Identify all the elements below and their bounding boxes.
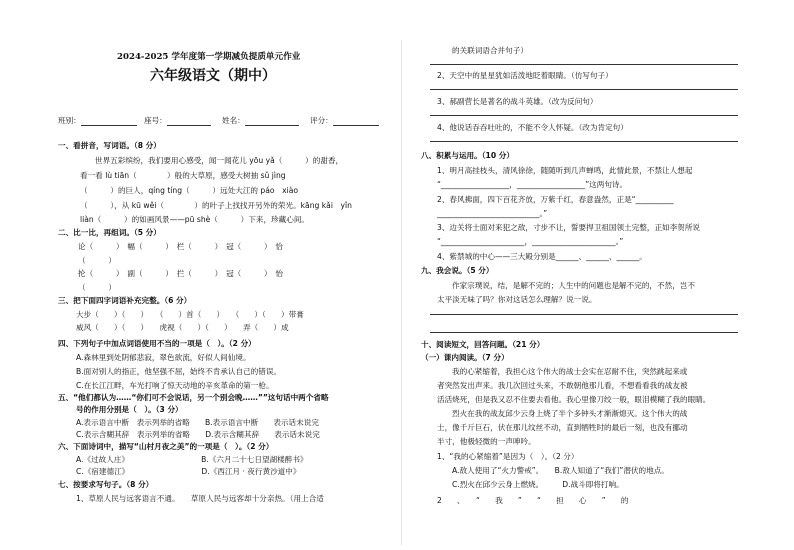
q7-item-1-cont: 的关联词语合并句子） [452, 46, 528, 55]
field-score [310, 116, 379, 126]
q8-item-3: 3、边关将士面对来犯之敌，寸步不让，誓要捍卫祖国领土完整，正如李贺所说 [437, 223, 701, 232]
answer-line [430, 141, 738, 142]
q4-option-c: C.在长江江畔，车光打响了惊天动地的辛亥革命的第一枪。 [76, 381, 274, 390]
subject-title: 六年级语文（期中） [150, 68, 276, 84]
passage-line: 士，像千斤巨石，伏在那儿纹丝不动，直到牺牲时的最后一刻，也没有挪动 [437, 423, 688, 432]
q1-heading: 一、看拼音，写词语。（8 分） [58, 141, 161, 150]
q7-item-2: 2、天空中的星星犹如活泼地眨着眼睛。（仿写句子） [437, 71, 613, 80]
answer-line [430, 332, 738, 333]
passage-line: 我的心紧缩着，我担心这个伟大的战士会实在忍耐不住，突然跳起来或 [452, 367, 688, 376]
q4-option-a: A.森林里到处阴郁悲寂，翠色欲流，好似人间仙境。 [76, 353, 251, 362]
q3-heading: 三、把下面四字词语补充完整。（6 分） [58, 296, 192, 305]
q10-item-1: 1、“我的心紧缩着”是因为（ ）。（2 分） [437, 452, 579, 461]
q4-heading: 四、下列句子中加点词语使用不当的一项是（ ）。（2 分） [58, 339, 256, 348]
q8-item-4: 4、紫禁城的中心——三大殿分别是______、______、______。 [437, 252, 647, 261]
field-name-label: 姓名： [222, 116, 245, 125]
q10-item-1-cd: C.烈火在邱少云身上燃烧。 D.战斗即将打响。 [452, 480, 624, 489]
field-score-label: 评分： [310, 116, 333, 125]
q8-heading: 八、积累与运用。（10 分） [421, 151, 514, 160]
q2-heading: 二、比一比，再组词。（5 分） [58, 228, 161, 237]
q9-text: 作家宗璞说，结，是解不完的；人生中的问题也是解不完的，不然，岂不 [452, 281, 695, 290]
q3-line: 威风（ ）（ ） 虎视（ ）（ ） 弄（ ）成 [76, 323, 289, 332]
q9-heading: 九、我会说。（5 分） [421, 266, 494, 275]
q9-text: 太平淡无味了吗？你对这话怎么理解？说一说。 [437, 295, 597, 304]
q8-item-1-blank: “__________________，__________________”这两句诗。 [437, 180, 628, 189]
field-seat-label: 座号： [144, 116, 167, 125]
q10-part1-heading: （一）课内阅读。（7 分） [421, 353, 509, 362]
passage-line: 活活烧死，但是我又忍不住要去看他。我心里像刀绞一般，眼泪模糊了我的眼睛。 [437, 395, 711, 404]
term-title: 2024-2025 学年度第一学期减负提质单元作业 [117, 52, 301, 62]
field-class-label: 班别： [58, 116, 81, 125]
q4-option-b: B.面对别人的指正，他坚强不屈，始终不肯承认自己的错误。 [76, 367, 282, 376]
field-class [58, 116, 137, 126]
q1-line: 世界五彩缤纷，我们要用心感受，闻一闻花儿 yōu yǎ（ ）的甜香， [95, 156, 344, 165]
q6-option-cd: C.《宿建德江》 D.《西江月 · 夜行黄沙道中》 [76, 467, 301, 476]
field-name [222, 116, 299, 126]
q10-item-2: 2 、 “ 我 ” “ 担 心 ” 的 [437, 496, 629, 505]
passage-line: 者突然发出声来。我几次回过头来，不敢朝他那儿看，不想看看我的战友被 [437, 381, 688, 390]
q10-item-1-ab: A.敌人使用了“火力警戒”。 B.敌人知道了“我们”潜伏的地点。 [452, 466, 669, 475]
q8-item-1: 1、明月高挂枝头，清风徐徐，随随听到几声蝉鸣，此情此景，不禁让人想起 [437, 166, 693, 175]
column-divider [401, 40, 402, 545]
passage-line: 烈火在我的战友邱少云身上烧了半个多钟头才渐渐熄灭。这个伟大的战 [452, 409, 688, 418]
answer-line [430, 314, 738, 315]
q2-line: （ ） [78, 256, 116, 265]
q7-item-3: 3、郝副营长是著名的战斗英雄。（改为反问句） [437, 97, 598, 106]
answer-line [430, 115, 738, 116]
q1-line: （ ）的巨人，qíng tíng（ ）远处大江的 páo xiào [80, 186, 299, 195]
q1-line: （ ），从 kū wěi（ ）的叶子上找找开另外的荣光。kāng kǎi yǐn [80, 201, 352, 210]
q1-line: 看一看 lù tiān（ ）般的大草原，感受大树抽 sǔ jìng [80, 171, 286, 180]
q6-heading: 六、下面诗词中，描写“山村月夜之美”的一项是（ ）。（2 分） [58, 442, 274, 451]
q5-heading: 五、“他们都认为……“你们可不会说话，另一个别会晚……””这句话中两个省略 [58, 393, 329, 402]
q5-heading-cont: 号的作用分别是（ ）。（3 分） [76, 405, 183, 414]
q2-line: 论（ ） 幅（ ） 栏（ ） 冠（ ） 恰 [78, 242, 284, 251]
q1-line: liàn（ ）的如画风景——pū shè（ ）下来，珍藏心间。 [80, 215, 310, 224]
answer-line [430, 89, 738, 90]
q5-option-ab: A.表示语言中断 表示列举的省略 B.表示语言中断 表示话未说完 [76, 418, 319, 427]
field-seat [144, 116, 211, 126]
q8-item-3-blank: “______________________，______________________。” [437, 237, 624, 246]
q7-heading: 七、按要求写句子。（8 分） [58, 480, 154, 489]
q2-line: 抡（ ） 副（ ） 拦（ ） 冠（ ） 怡 [78, 269, 284, 278]
q8-item-2-blank: ___________________________。” [437, 209, 548, 218]
q8-item-2: 2、春风拂面，四下百花齐放，万紫千红，春意盎然，正是“__________ [437, 195, 674, 204]
q7-item-4: 4、他说话吞吞吐吐的，不能不令人怀疑。（改为肯定句） [437, 123, 628, 132]
q2-line: （ ） [78, 283, 116, 292]
passage-line: 半寸，他极轻微的一声呻吟。 [437, 437, 536, 446]
q3-line: 大步（ ）（ ） （ ）首（ ） （ ）（ ）带膏 [76, 310, 304, 319]
q6-option-ab: A.《过故人庄》 B.《六月二十七日望湖楼醉书》 [76, 455, 308, 464]
q5-option-cd: C.表示含糊其辞 表示列举的省略 D.表示含糊其辞 表示话未说完 [76, 430, 320, 439]
q7-item-1: 1、草原人民与远客语言不通。 草原人民与远客却十分亲热。（用上合适 [76, 494, 324, 503]
answer-line [430, 64, 738, 65]
q10-heading: 十、阅读短文，回答问题。（21 分） [421, 340, 545, 349]
